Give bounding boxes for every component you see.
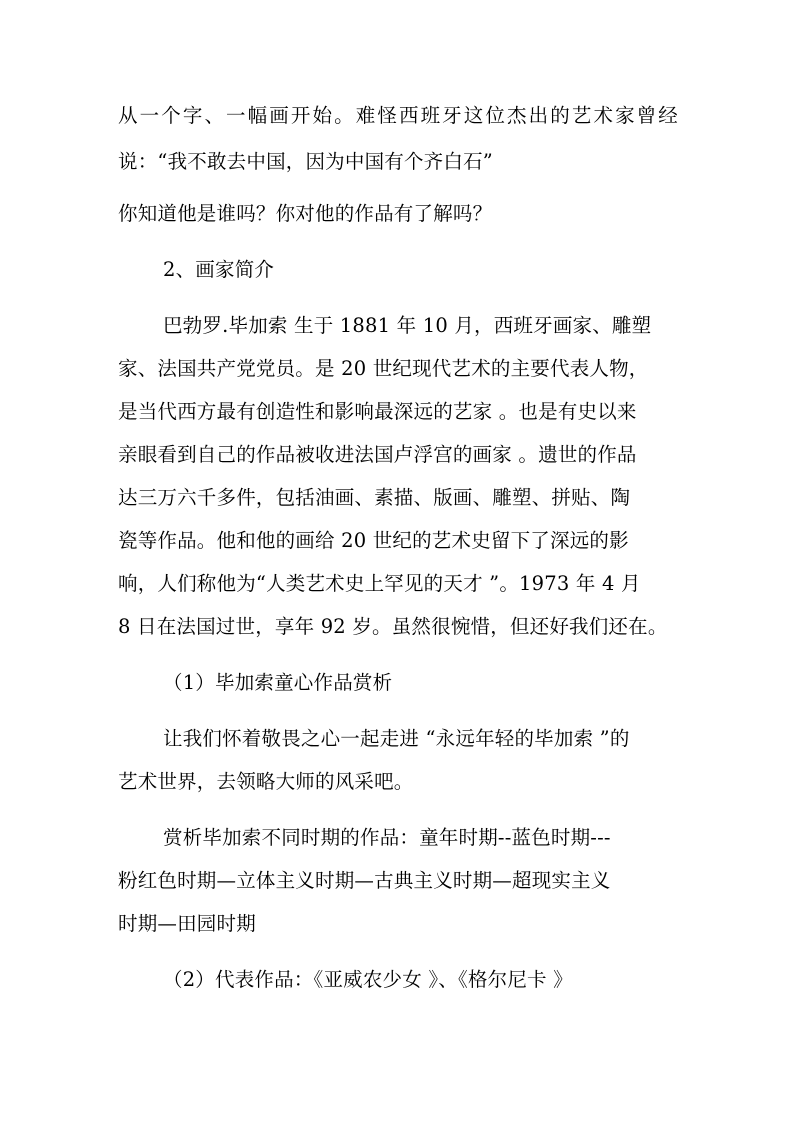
text-line: 巴勃罗.毕加索 生于 1881 年 10 月，西班牙画家、雕塑	[163, 314, 652, 337]
text-line: 粉红色时期—立体主义时期—古典主义时期—超现实主义	[118, 869, 611, 892]
text-line: 家、法国共产党党员。是 20 世纪现代艺术的主要代表人物，	[118, 357, 649, 380]
text-line: 时期—田园时期	[118, 912, 256, 935]
subsection-heading: （1）毕加索童心作品赏析	[163, 671, 393, 694]
text-line: 从一个字、一幅画开始。难怪西班牙这位杰出的艺术家曾经	[118, 104, 678, 127]
text-line: 让我们怀着敬畏之心一起走进 “永远年轻的毕加索 ”的	[163, 727, 630, 750]
text-line: 8 日在法国过世，享年 92 岁。虽然很惋惜，但还好我们还在。	[118, 615, 668, 638]
subsection-heading: （2）代表作品：《亚威农少女 》、《格尔尼卡 》	[163, 968, 573, 991]
text-line: 是当代西方最有创造性和影响最深远的艺家 。也是有史以来	[118, 400, 637, 423]
text-line: 达三万六千多件，包括油画、素描、版画、雕塑、拼贴、陶	[118, 486, 631, 509]
section-heading: 2、画家简介	[163, 258, 275, 281]
text-line: 你知道他是谁吗？你对他的作品有了解吗？	[118, 202, 493, 225]
text-line: 响，人们称他为“人类艺术史上罕见的天才 ”。1973 年 4 月	[118, 572, 641, 595]
text-line: 说：“我不敢去中国，因为中国有个齐白石”	[118, 150, 493, 173]
text-line: 瓷等作品。他和他的画给 20 世纪的艺术史留下了深远的影	[118, 529, 629, 552]
text-line: 艺术世界，去领略大师的风采吧。	[118, 770, 414, 793]
text-line: 亲眼看到自己的作品被收进法国卢浮宫的画家 。遗世的作品	[118, 443, 637, 466]
text-line: 赏析毕加索不同时期的作品：童年时期--蓝色时期---	[163, 826, 611, 849]
